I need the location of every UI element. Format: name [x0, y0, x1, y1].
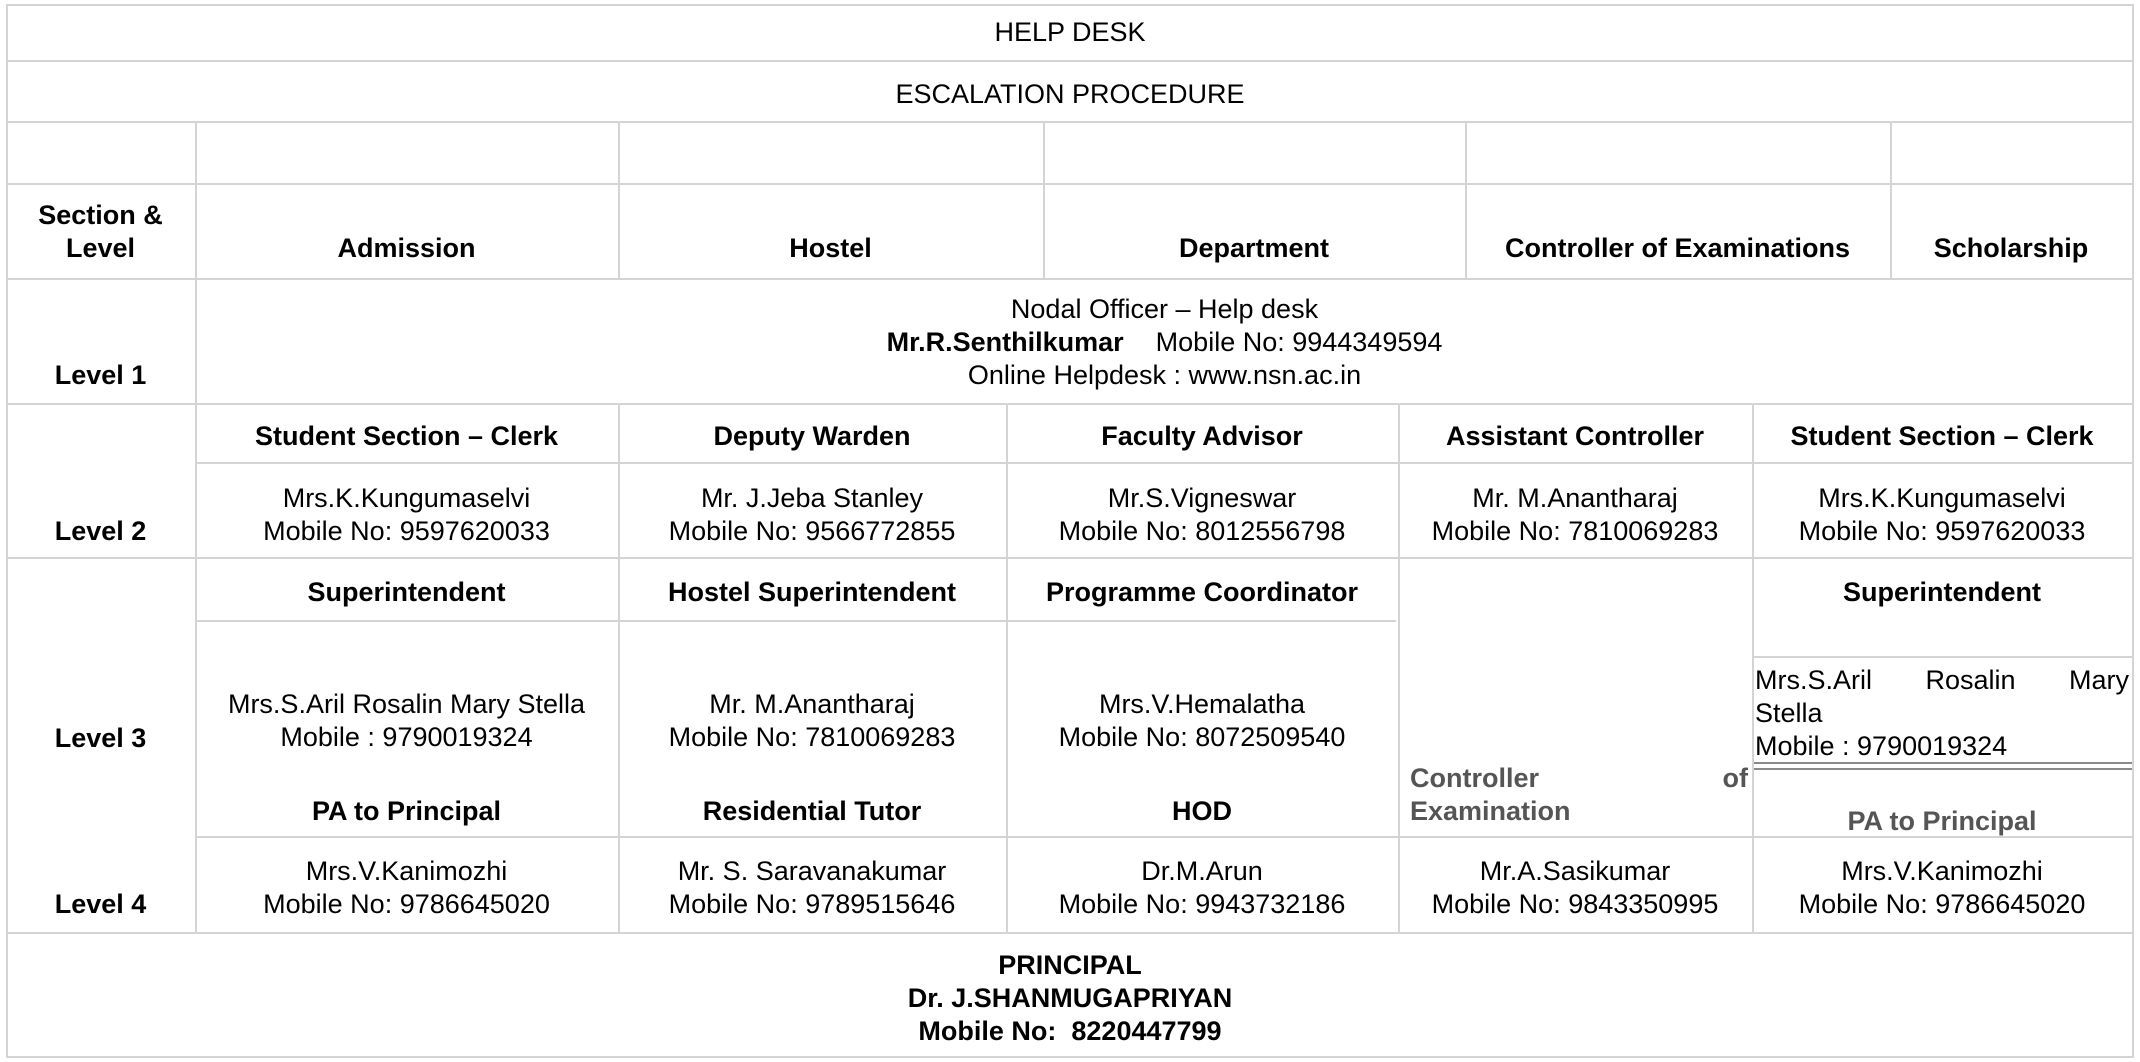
- level-3-label: Level 3: [54, 723, 147, 753]
- level-4-contact: Mr. S. Saravanakumar Mobile No: 9789515646: [668, 856, 956, 919]
- level-3-contact: Mrs.S.Aril Rosalin Mary Stella Mobile : 9790019324: [227, 689, 586, 752]
- level-3-contact: Mrs.V.Hemalatha Mobile No: 8072509540: [1058, 689, 1346, 752]
- level-1-label: Level 1: [54, 360, 147, 390]
- level-3-scholarship-contact: Mrs.S.Aril Rosalin Mary Stella Mobile : 9790019324: [1755, 665, 2129, 761]
- header-admission: Admission: [337, 233, 476, 263]
- header-section-level: Section & Level: [38, 200, 163, 263]
- principal-title: PRINCIPAL: [998, 950, 1142, 980]
- level-4-role: Residential Tutor: [702, 796, 922, 826]
- level-1-name: Mr.R.Senthilkumar: [886, 327, 1124, 357]
- level-4-label: Level 4: [54, 889, 147, 919]
- level-2-role: Student Section – Clerk: [1790, 421, 2094, 451]
- level-3-role: Hostel Superintendent: [667, 577, 957, 607]
- level-4-contact: Dr.M.Arun Mobile No: 9943732186: [1058, 856, 1346, 919]
- level-3-contact: Mr. M.Anantharaj Mobile No: 7810069283: [668, 689, 956, 752]
- grid-line: [6, 60, 2134, 62]
- level-2-contact: Mr.S.Vigneswar Mobile No: 8012556798: [1058, 483, 1346, 546]
- level-3-role: Superintendent: [1842, 577, 2041, 607]
- grid-line: [195, 620, 1396, 622]
- level-4-role: PA to Principal: [311, 796, 502, 826]
- level-1-contact: [195, 293, 2134, 392]
- grid-line: [6, 183, 2134, 185]
- grid-line: [6, 278, 2134, 280]
- grid-line: [2132, 4, 2134, 1058]
- level-2-role: Faculty Advisor: [1101, 421, 1303, 451]
- principal-block: [6, 949, 2134, 1048]
- principal-name: Dr. J.SHANMUGAPRIYAN: [907, 983, 1233, 1013]
- level-4-contact: Mr.A.Sasikumar Mobile No: 9843350995: [1431, 856, 1719, 919]
- level-4-contact: Mrs.V.Kanimozhi Mobile No: 9786645020: [1798, 856, 2086, 919]
- level-4-controller-role: Controller of Examination: [1410, 763, 1748, 826]
- level-2-contact: Mr. M.Anantharaj Mobile No: 7810069283: [1431, 483, 1719, 546]
- double-rule: [1752, 768, 2134, 770]
- level-3-role: Superintendent: [307, 577, 506, 607]
- level-2-role: Assistant Controller: [1445, 421, 1705, 451]
- header-controller: Controller of Examinations: [1504, 233, 1851, 263]
- grid-line: [195, 462, 2134, 464]
- level-1-mobile: Mobile No: 9944349594: [1155, 327, 1443, 357]
- grid-line: [6, 1056, 2134, 1058]
- principal-mobile: Mobile No: 8220447799: [918, 1016, 1222, 1046]
- grid-line: [6, 557, 2134, 559]
- header-hostel: Hostel: [789, 233, 872, 263]
- level-2-label: Level 2: [54, 516, 147, 546]
- level-2-contact: Mrs.K.Kungumaselvi Mobile No: 9597620033: [263, 483, 550, 546]
- level-1-online-helpdesk: Online Helpdesk : www.nsn.ac.in: [967, 360, 1362, 390]
- level-3-role: Programme Coordinator: [1045, 577, 1359, 607]
- grid-line: [6, 4, 2134, 6]
- level-4-contact: Mrs.V.Kanimozhi Mobile No: 9786645020: [263, 856, 550, 919]
- level-4-role: HOD: [1172, 796, 1232, 826]
- level-2-contact: Mr. J.Jeba Stanley Mobile No: 9566772855: [668, 483, 956, 546]
- level-4-role: PA to Principal: [1847, 806, 2037, 836]
- grid-line: [6, 932, 2134, 934]
- page-subtitle: ESCALATION PROCEDURE: [895, 79, 1245, 109]
- level-2-role: Deputy Warden: [713, 421, 911, 451]
- grid-line: [6, 121, 2134, 123]
- level-2-role: Student Section – Clerk: [254, 421, 559, 451]
- level-2-contact: Mrs.K.Kungumaselvi Mobile No: 9597620033: [1798, 483, 2086, 546]
- header-scholarship: Scholarship: [1933, 233, 2089, 263]
- header-department: Department: [1178, 233, 1330, 263]
- grid-line: [6, 403, 2134, 405]
- grid-line: [1752, 656, 2134, 658]
- level-1-role: Nodal Officer – Help desk: [1010, 294, 1319, 324]
- page-title: HELP DESK: [994, 17, 1146, 47]
